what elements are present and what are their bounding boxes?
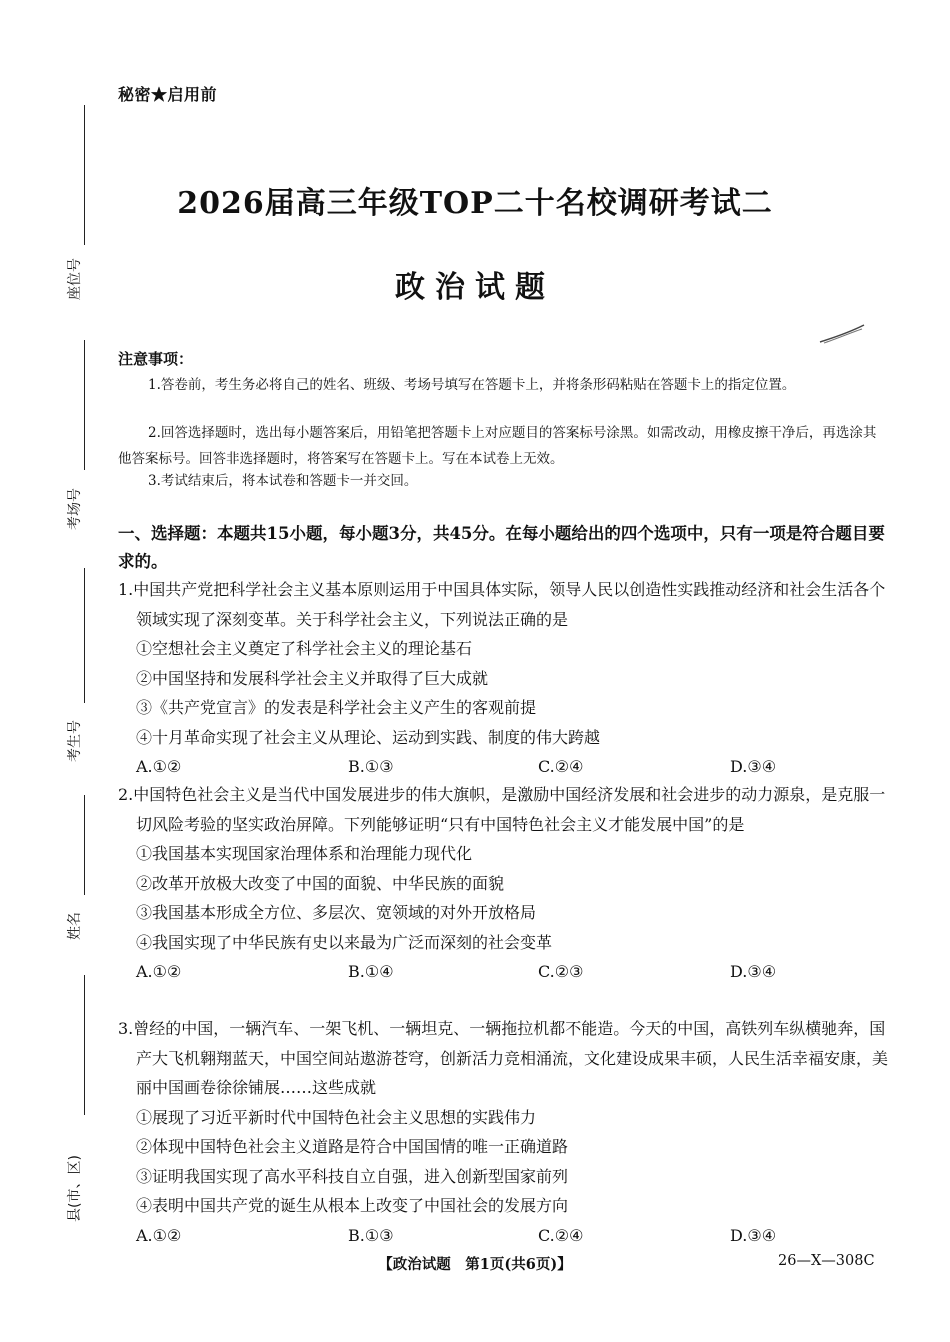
choice-c: C.②④ <box>538 757 584 776</box>
room-line <box>84 340 85 470</box>
exam-no-label: 考生号 <box>67 720 83 762</box>
subject-title: 政治试题 <box>395 270 555 305</box>
paper-code: 26—X—308C <box>778 1253 875 1269</box>
answer-choices <box>118 752 888 782</box>
room-label: 考场号 <box>67 488 83 530</box>
statement: ④我国实现了中华民族有史以来最为广泛而深刻的社会变革 <box>136 932 553 952</box>
choice-a: A.①② <box>136 1225 182 1245</box>
statement: ①展现了习近平新时代中国特色社会主义思想的实践伟力 <box>136 1107 537 1127</box>
question-stem: 1.中国共产党把科学社会主义基本原则运用于中国具体实际，领导人民以创造性实践推动经济和社会生活各个领域实现了深刻变革。关于科学社会主义，下列说法正确的是 <box>118 580 886 629</box>
statement: ③证明我国实现了高水平科技自立自强，进入创新型国家前列 <box>136 1166 569 1186</box>
name-line <box>84 795 85 895</box>
county-line <box>84 975 85 1115</box>
statement: ④十月革命实现了社会主义从理论、运动到实践、制度的伟大跨越 <box>136 727 601 747</box>
choice-b: B.①④ <box>348 962 394 981</box>
statement: ①空想社会主义奠定了科学社会主义的理论基石 <box>136 639 473 658</box>
page-footer: 【政治试题 第1页(共6页)】 <box>378 1256 572 1273</box>
seat-line <box>84 105 85 245</box>
answer-choices <box>118 957 888 987</box>
answer-choices <box>118 1221 888 1251</box>
question-1 <box>118 575 888 782</box>
choice-d: D.③④ <box>730 1225 777 1245</box>
statement: ②改革开放极大改变了中国的面貌、中华民族的面貌 <box>136 873 505 893</box>
statement: ④表明中国共产党的诞生从根本上改变了中国社会的发展方向 <box>136 1196 569 1215</box>
question-stem: 3.曾经的中国，一辆汽车、一架飞机、一辆坦克、一辆拖拉机都不能造。今天的中国，高铁列车纵横驰奔，国产大飞机翱翔蓝天，中国空间站遨游苍穹，创新活力竞相涌流，文化建设成果丰硕，人民生活幸福安康，美丽中国画卷徐徐铺展……这些成就 <box>118 1019 889 1097</box>
statement: ②体现中国特色社会主义道路是符合中国国情的唯一正确道路 <box>136 1137 569 1156</box>
exam-no-line <box>84 568 85 703</box>
statement: ②中国坚持和发展科学社会主义并取得了巨大成就 <box>136 668 489 688</box>
statement: ③《共产党宣言》的发表是科学社会主义产生的客观前提 <box>136 698 537 717</box>
choice-c: C.②③ <box>538 962 584 981</box>
name-label: 姓名 <box>67 912 83 940</box>
statement: ①我国基本实现国家治理体系和治理能力现代化 <box>136 844 473 863</box>
choice-b: B.①③ <box>348 757 394 776</box>
choice-a: A.①② <box>136 757 182 776</box>
notice-heading: 注意事项： <box>118 350 194 368</box>
seat-label: 座位号 <box>67 258 83 300</box>
choice-d: D.③④ <box>730 962 777 981</box>
choice-d: D.③④ <box>730 757 777 776</box>
county-label: 县(市、区) <box>67 1155 83 1222</box>
section-heading: 一、选择题：本题共15小题，每小题3分，共45分。在每小题给出的四个选项中，只有一项是符合题目要求的。 <box>118 524 885 571</box>
question-stem: 2.中国特色社会主义是当代中国发展进步的伟大旗帜，是激励中国经济发展和社会进步的动力源泉，是克服一切风险考验的坚实政治屏障。下列能够证明“只有中国特色社会主义才能发展中国”的是 <box>118 785 886 834</box>
notice-item: 1.答卷前，考生务必将自己的姓名、班级、考场号填写在答题卡上，并将条形码粘贴在答题卡上的指定位置。 <box>148 377 796 393</box>
question-2 <box>118 780 888 987</box>
notice-item: 3.考试结束后，将本试卷和答题卡一并交回。 <box>148 473 418 489</box>
choice-c: C.②④ <box>538 1225 584 1245</box>
secret-label: 秘密★启用前 <box>118 85 218 104</box>
choice-b: B.①③ <box>348 1225 394 1245</box>
question-3 <box>118 1014 888 1250</box>
exam-title: 2026届高三年级TOP二十名校调研考试二 <box>177 186 773 221</box>
choice-a: A.①② <box>136 962 182 981</box>
pen-scribble-mark <box>818 322 868 346</box>
notice-item: 2.回答选择题时，选出每小题答案后，用铅笔把答题卡上对应题目的答案标号涂黑。如需改动，用橡皮擦干净后，再选涂其他答案标号。回答非选择题时，将答案写在答题卡上。写在本试卷上无效。 <box>118 425 877 467</box>
statement: ③我国基本形成全方位、多层次、宽领域的对外开放格局 <box>136 903 537 922</box>
